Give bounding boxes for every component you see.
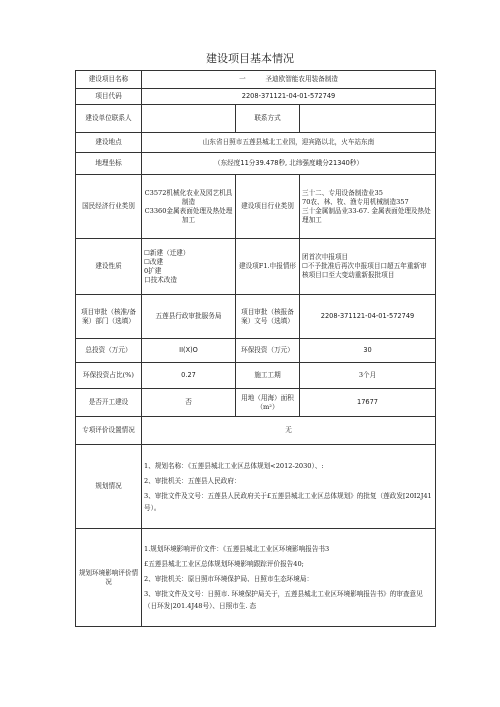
planning-content: [142, 445, 436, 529]
row-coordinates: [76, 153, 436, 175]
coordinates-label: 地理坐标: [76, 153, 142, 175]
planning-line: 2、审批机关：五莲县人民政府：: [144, 476, 241, 485]
unit-contact-label: 建设单位联系人: [76, 105, 142, 133]
ratio-value: 0.27: [142, 363, 236, 389]
project-industry-value: 三十二、专用设备制造业35 70农、林、牧、渔专用机械制造357 三十金属制品业33-67. 金属表面处理及热处理加工: [300, 175, 436, 239]
approval-dept-value: 五莲县行政审批服务局: [142, 295, 236, 339]
ratio-label: 环保投资占比(%): [76, 363, 142, 389]
nature-value: ☐新建（迁建） ☐改建 0扩建 口技术改造: [142, 239, 236, 295]
project-industry-label: 建设项目行业类别: [236, 175, 300, 239]
started-label: 是否开工建设: [76, 389, 142, 417]
row-unit-contact: [76, 105, 436, 133]
row-investment: [76, 339, 436, 363]
row-location: [76, 133, 436, 153]
env-investment-label: 环保投资（万元）: [236, 339, 300, 363]
special-eval-value: 无: [142, 417, 436, 445]
row-project-name: [76, 71, 436, 89]
construction-period-label: 施工工期: [236, 363, 300, 389]
approval-doc-value: 2208-371121-04-01-572749: [300, 295, 436, 339]
project-name-label: 建设项目名称: [76, 71, 142, 89]
special-eval-label: 专项评价设置情况: [76, 417, 142, 445]
row-ratio: [76, 363, 436, 389]
project-code-value: 2208-371121-04-01-572749: [142, 89, 436, 105]
row-special-eval: [76, 417, 436, 445]
planning-eia-line: £五莲县城北工业区总体规划环境影响跟踪评价报告40;: [144, 560, 304, 568]
investment-label: 总投资（万元）: [76, 339, 142, 363]
planning-eia-label: 规划环境影响评价情况: [76, 529, 142, 627]
project-name-value: 一 圣迪欧智能农用装备制造: [142, 71, 436, 89]
row-nature: [76, 239, 436, 295]
row-planning-eia: [76, 529, 436, 627]
row-started: [76, 389, 436, 417]
row-planning: [76, 445, 436, 529]
planning-eia-line: 1.规划环境影响评价文件：《五莲县城北工业区环境影响报告书3: [144, 545, 330, 553]
coordinates-value: （东经度11分39.478秒, 北纬强度峨分21340秒）: [142, 153, 436, 175]
env-investment-value: 30: [300, 339, 436, 363]
project-code-label: 项目代码: [76, 89, 142, 105]
planning-eia-line: 2、审批机关：原日照市环境保护局、日照市生态环境局：: [144, 575, 314, 583]
planning-line: 1、规划名称：《五莲县城北工业区总体规划<2012-2030）、:: [144, 461, 324, 470]
declaration-value: 团首次申报项目 ☐不予批准后再次申报项目口超五年重新审核项目口至大变动重新报批项目: [300, 239, 436, 295]
land-area-label: 用地（用海）面积（m²）: [236, 389, 300, 417]
planning-eia-line: 3、审批文件及文号：日照市. 环境保护局关于，五莲县城北工业区环境影响报告书》的审查意见（日环发|201.4J48号）、日照市生. 态: [144, 590, 423, 610]
location-value: 山东省日照市五莲县城北工业园，迎宾路以北，火车站东南: [142, 133, 436, 153]
page-title: 建设项目基本情况: [206, 52, 294, 65]
project-info-table: [75, 70, 436, 627]
land-area-value: 17677: [300, 389, 436, 417]
row-approval: [76, 295, 436, 339]
investment-value: II(X)O: [142, 339, 236, 363]
row-project-code: [76, 89, 436, 105]
planning-line: 3、审批文件及文号：五莲县人民政府关于£五莲县城北工业区总体规划》的批复（莲政发[20I2J41号）。: [144, 491, 432, 512]
location-label: 建设地点: [76, 133, 142, 153]
unit-contact-value: [142, 105, 236, 133]
planning-eia-content: [142, 529, 436, 627]
construction-period-value: 3个月: [300, 363, 436, 389]
nature-label: 建设性质: [76, 239, 142, 295]
industry-label: 国民经济行业类别: [76, 175, 142, 239]
approval-dept-label: 项目审批（核准/备案）部门（选填）: [76, 295, 142, 339]
industry-value: C3572机械化农业及园艺机具制造 C3360金属表面处理及热处理加工: [142, 175, 236, 239]
declaration-label: 建设项F1.申报情形: [236, 239, 300, 295]
contact-method-label: 联系方式: [236, 105, 300, 133]
contact-method-value: [300, 105, 436, 133]
planning-label: 规划情况: [76, 445, 142, 529]
started-value: 否: [142, 389, 236, 417]
row-industry: [76, 175, 436, 239]
approval-doc-label: 项目审批（核报备案）文号（选填）: [236, 295, 300, 339]
